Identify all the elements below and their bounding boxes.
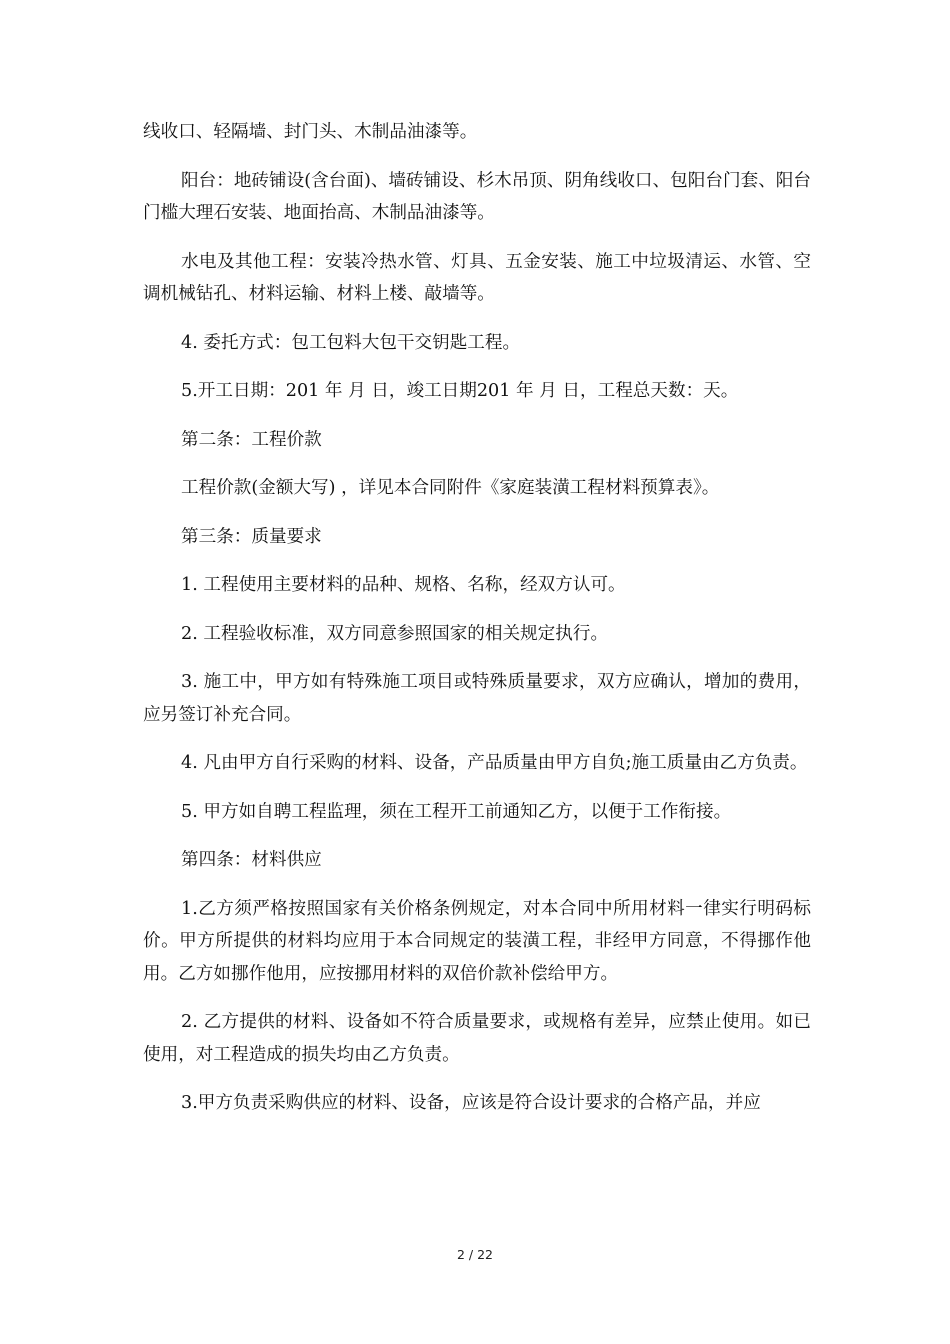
quality-item-1: 1. 工程使用主要材料的品种、规格、名称，经双方认可。 [181,575,626,595]
heading-article-4: 第四条：材料供应 [181,850,322,870]
heading-article-2: 第二条：工程价款 [181,429,322,450]
paragraph-1: 线收口、轻隔墙、封门头、木制品油漆等。 [143,122,478,142]
document-body [143,116,811,1136]
material-item-3: 3.甲方负责采购供应的材料、设备，应该是符合设计要求的合格产品，并应 [181,1093,761,1113]
quality-item-3: 3. 施工中，甲方如有特殊施工项目或特殊质量要求，双方应确认，增加的费用，应另签订补充合同。 [143,672,811,725]
quality-item-5: 5. 甲方如自聘工程监理，须在工程开工前通知乙方，以便于工作衔接。 [181,801,732,822]
material-item-1: 1.乙方须严格按照国家有关价格条例规定，对本合同中所用材料一律实行明码标价。甲方所提供的材料均应用于本合同规定的装潢工程，非经甲方同意，不得挪作他用。乙方如挪作他用，应按挪用材料的双倍价款补偿给甲方。 [143,898,811,984]
paragraph-price: 工程价款(金额大写) ，详见本合同附件《家庭装潢工程材料预算表》。 [181,478,720,498]
paragraph-dates: 5.开工日期：201 年 月 日，竣工日期201 年 月 日，工程总天数：天。 [181,381,739,401]
quality-item-4: 4. 凡由甲方自行采购的材料、设备，产品质量由甲方自负;施工质量由乙方负责。 [181,753,808,773]
page-number: 2 / 22 [456,1247,494,1262]
heading-article-3: 第三条：质量要求 [181,526,322,547]
paragraph-balcony: 阳台：地砖铺设(含台面)、墙砖铺设、杉木吊顶、阴角线收口、包阳台门套、阳台门槛大理石安装、地面抬高、木制品油漆等。 [143,170,811,223]
quality-item-2: 2. 工程验收标准，双方同意参照国家的相关规定执行。 [181,623,609,644]
paragraph-commission-method: 4. 委托方式：包工包料大包干交钥匙工程。 [181,332,521,353]
material-item-2: 2. 乙方提供的材料、设备如不符合质量要求，或规格有差异，应禁止使用。如已使用，对工程造成的损失均由乙方负责。 [143,1012,811,1065]
paragraph-utilities: 水电及其他工程：安装冷热水管、灯具、五金安装、施工中垃圾清运、水管、空调机械钻孔、材料运输、材料上楼、敲墙等。 [143,251,811,304]
